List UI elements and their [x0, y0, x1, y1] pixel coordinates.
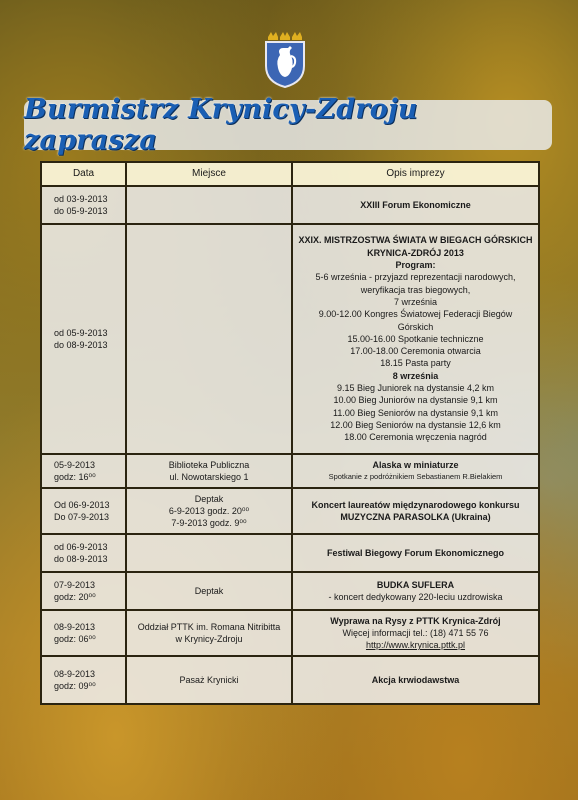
desc-line: Wyprawa na Rysy z PTTK Krynica-Zdrój	[330, 615, 501, 626]
table-row	[41, 610, 539, 656]
place-line: Deptak	[194, 585, 224, 596]
desc-line: Spotkanie z podróżnikiem Sebastianem R.Bielakiem	[328, 472, 503, 481]
desc-line: Koncert laureatów międzynarodowego konkursu	[311, 499, 520, 510]
table-row	[41, 656, 539, 704]
event-date-cell	[41, 224, 126, 454]
date-line: 08-9-2013	[54, 668, 96, 679]
event-description-cell	[292, 656, 539, 704]
date-line: godz: 16⁰⁰	[54, 472, 96, 482]
event-date-cell	[41, 656, 126, 704]
desc-line: 18.15 Pasta party	[380, 358, 451, 369]
desc-line: BUDKA SUFLERA	[376, 579, 455, 590]
date-line: 05-9-2013	[54, 459, 96, 470]
date-line: do 08-9-2013	[54, 340, 108, 350]
date-line: godz: 20⁰⁰	[54, 592, 96, 602]
desc-line: XXIX. MISTRZOSTWA ŚWIATA W BIEGACH GÓRSKICH	[298, 235, 533, 246]
desc-line: 8 września	[392, 370, 439, 381]
desc-line: 17.00-18.00 Ceremonia otwarcia	[350, 346, 481, 357]
event-place-cell	[126, 610, 292, 656]
desc-line: 9.00-12.00 Kongres Światowej Federacji Biegów	[318, 309, 513, 320]
table-row	[41, 488, 539, 534]
event-place-cell	[126, 534, 292, 572]
event-description-cell	[292, 572, 539, 610]
table-row	[41, 224, 539, 454]
place-line: ul. Nowotarskiego 1	[169, 472, 249, 482]
desc-line: Górskich	[397, 321, 434, 332]
desc-line: 18.00 Ceremonia wręczenia nagród	[344, 432, 487, 443]
table-row	[41, 186, 539, 224]
desc-line: 12.00 Bieg Seniorów na dystansie 12,6 km	[330, 419, 501, 430]
place-line: Deptak	[194, 493, 224, 504]
event-place-cell	[126, 224, 292, 454]
date-line: do 05-9-2013	[54, 206, 108, 216]
event-place-cell	[126, 488, 292, 534]
desc-line: 15.00-16.00 Spotkanie techniczne	[347, 333, 484, 344]
column-header-description: Opis imprezy	[292, 162, 539, 186]
event-place-cell	[126, 572, 292, 610]
date-line: 08-9-2013	[54, 621, 96, 632]
events-table	[40, 161, 540, 705]
desc-line: 9.15 Bieg Juniorek na dystansie 4,2 km	[336, 383, 495, 394]
event-date-cell	[41, 186, 126, 224]
desc-line: - koncert dedykowany 220-leciu uzdrowiska	[328, 592, 503, 602]
date-line: godz: 09⁰⁰	[54, 681, 96, 691]
desc-line: 7 września	[393, 296, 438, 307]
event-date-cell	[41, 610, 126, 656]
place-line: 6-9-2013 godz. 20⁰⁰	[168, 505, 250, 516]
date-line: 07-9-2013	[54, 579, 96, 590]
event-place-cell	[126, 186, 292, 224]
event-description-cell	[292, 488, 539, 534]
date-line: Do 07-9-2013	[54, 512, 110, 522]
desc-line: weryfikacja tras biegowych,	[360, 284, 471, 295]
column-header-place: Miejsce	[126, 162, 292, 186]
desc-line: Akcja krwiodawstwa	[371, 674, 460, 685]
place-line: Pasaż Krynicki	[179, 674, 239, 685]
place-line: Oddział PTTK im. Romana Nitribitta	[137, 621, 281, 632]
desc-line: Więcej informacji tel.: (18) 471 55 76	[342, 627, 489, 638]
desc-line: Program:	[395, 260, 436, 271]
desc-line: MUZYCZNA PARASOLKA (Ukraina)	[340, 512, 491, 522]
event-place-cell	[126, 656, 292, 704]
website-link[interactable]: http://www.krynica.pttk.pl	[365, 640, 466, 651]
desc-line: 10.00 Bieg Juniorów na dystansie 9,1 km	[333, 395, 498, 406]
desc-line: KRYNICA-ZDRÓJ 2013	[367, 247, 464, 258]
event-description-cell	[292, 610, 539, 656]
event-place-cell	[126, 454, 292, 488]
date-line: godz: 06⁰⁰	[54, 634, 96, 644]
desc-line: Alaska w miniaturze	[372, 459, 459, 470]
table-header-row	[41, 162, 539, 186]
place-line: Biblioteka Publiczna	[168, 459, 250, 470]
event-description-cell	[292, 454, 539, 488]
desc-line: Festiwal Biegowy Forum Ekonomicznego	[326, 547, 505, 558]
table-row	[41, 572, 539, 610]
event-description-cell	[292, 224, 539, 454]
date-line: od 03-9-2013	[54, 193, 108, 204]
town-crest-icon	[262, 30, 308, 88]
table-row	[41, 454, 539, 488]
header-banner	[24, 94, 552, 156]
place-line: 7-9-2013 godz. 9⁰⁰	[171, 518, 247, 529]
desc-line: 11.00 Bieg Seniorów na dystansie 9,1 km	[333, 407, 498, 418]
desc-line: XXIII Forum Ekonomiczne	[360, 199, 471, 210]
date-line: od 05-9-2013	[54, 327, 108, 338]
event-description-cell	[292, 186, 539, 224]
table-row	[41, 534, 539, 572]
event-description-cell	[292, 534, 539, 572]
event-date-cell	[41, 572, 126, 610]
event-date-cell	[41, 488, 126, 534]
event-date-cell	[41, 534, 126, 572]
event-date-cell	[41, 454, 126, 488]
place-line: w Krynicy-Zdroju	[175, 634, 243, 644]
date-line: do 08-9-2013	[54, 554, 108, 564]
date-line: od 06-9-2013	[54, 541, 108, 552]
date-line: Od 06-9-2013	[54, 499, 110, 510]
page-title: Burmistrz Krynicy-Zdroju zaprasza	[24, 94, 418, 156]
column-header-date: Data	[41, 162, 126, 186]
desc-line: 5-6 września - przyjazd reprezentacji narodowych,	[315, 272, 516, 283]
